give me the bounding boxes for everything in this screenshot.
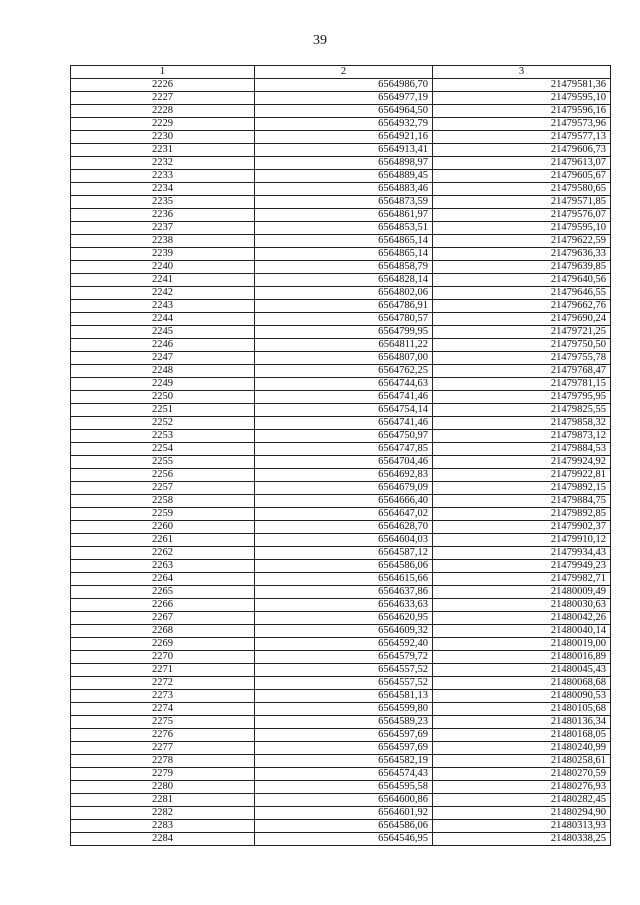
x-coordinate-cell: 6564557,52 [255, 664, 433, 677]
point-number-cell: 2245 [71, 326, 255, 339]
point-number-cell: 2254 [71, 443, 255, 456]
y-coordinate-cell: 21480313,93 [433, 820, 611, 833]
point-number-cell: 2250 [71, 391, 255, 404]
point-number-cell: 2234 [71, 183, 255, 196]
table-row [71, 92, 611, 105]
y-coordinate-cell: 21480276,93 [433, 781, 611, 794]
point-number-cell: 2241 [71, 274, 255, 287]
y-coordinate-cell: 21479595,10 [433, 222, 611, 235]
x-coordinate-cell: 6564802,06 [255, 287, 433, 300]
table-row [71, 625, 611, 638]
x-coordinate-cell: 6564780,57 [255, 313, 433, 326]
table-row [71, 248, 611, 261]
point-number-cell: 2249 [71, 378, 255, 391]
table-row [71, 612, 611, 625]
table-row [71, 664, 611, 677]
x-coordinate-cell: 6564883,46 [255, 183, 433, 196]
table-row [71, 339, 611, 352]
point-number-cell: 2229 [71, 118, 255, 131]
point-number-cell: 2232 [71, 157, 255, 170]
y-coordinate-cell: 21480282,45 [433, 794, 611, 807]
y-coordinate-cell: 21479949,23 [433, 560, 611, 573]
table-row [71, 833, 611, 846]
table-row [71, 508, 611, 521]
y-coordinate-cell: 21479605,67 [433, 170, 611, 183]
x-coordinate-cell: 6564604,03 [255, 534, 433, 547]
x-coordinate-cell: 6564609,32 [255, 625, 433, 638]
column-header-point-number: 1 [71, 66, 255, 79]
x-coordinate-cell: 6564898,97 [255, 157, 433, 170]
column-header-x-coordinate: 2 [255, 66, 433, 79]
table-row [71, 378, 611, 391]
table-row [71, 196, 611, 209]
table-row [71, 651, 611, 664]
y-coordinate-cell: 21480040,14 [433, 625, 611, 638]
point-number-cell: 2262 [71, 547, 255, 560]
y-coordinate-cell: 21479873,12 [433, 430, 611, 443]
table-row [71, 794, 611, 807]
table-row [71, 183, 611, 196]
y-coordinate-cell: 21480090,53 [433, 690, 611, 703]
y-coordinate-cell: 21479646,55 [433, 287, 611, 300]
x-coordinate-cell: 6564744,63 [255, 378, 433, 391]
point-number-cell: 2263 [71, 560, 255, 573]
x-coordinate-cell: 6564828,14 [255, 274, 433, 287]
y-coordinate-cell: 21479613,07 [433, 157, 611, 170]
table-row [71, 326, 611, 339]
table-row [71, 638, 611, 651]
point-number-cell: 2239 [71, 248, 255, 261]
point-number-cell: 2257 [71, 482, 255, 495]
point-number-cell: 2278 [71, 755, 255, 768]
column-header-y-coordinate: 3 [433, 66, 611, 79]
x-coordinate-cell: 6564932,79 [255, 118, 433, 131]
point-number-cell: 2233 [71, 170, 255, 183]
point-number-cell: 2248 [71, 365, 255, 378]
x-coordinate-cell: 6564861,97 [255, 209, 433, 222]
x-coordinate-cell: 6564921,16 [255, 131, 433, 144]
point-number-cell: 2251 [71, 404, 255, 417]
table-row [71, 807, 611, 820]
y-coordinate-cell: 21480270,59 [433, 768, 611, 781]
x-coordinate-cell: 6564586,06 [255, 560, 433, 573]
table-row [71, 768, 611, 781]
x-coordinate-cell: 6564692,83 [255, 469, 433, 482]
x-coordinate-cell: 6564811,22 [255, 339, 433, 352]
y-coordinate-cell: 21479795,95 [433, 391, 611, 404]
y-coordinate-cell: 21479639,85 [433, 261, 611, 274]
table-row [71, 781, 611, 794]
table-row [71, 131, 611, 144]
point-number-cell: 2256 [71, 469, 255, 482]
x-coordinate-cell: 6564589,23 [255, 716, 433, 729]
point-number-cell: 2264 [71, 573, 255, 586]
y-coordinate-cell: 21479858,32 [433, 417, 611, 430]
x-coordinate-cell: 6564586,06 [255, 820, 433, 833]
y-coordinate-cell: 21480294,90 [433, 807, 611, 820]
point-number-cell: 2280 [71, 781, 255, 794]
y-coordinate-cell: 21480068,68 [433, 677, 611, 690]
y-coordinate-cell: 21479750,50 [433, 339, 611, 352]
point-number-cell: 2279 [71, 768, 255, 781]
table-row [71, 170, 611, 183]
table-row [71, 105, 611, 118]
x-coordinate-cell: 6564865,14 [255, 248, 433, 261]
y-coordinate-cell: 21479892,85 [433, 508, 611, 521]
x-coordinate-cell: 6564599,80 [255, 703, 433, 716]
table-row [71, 430, 611, 443]
x-coordinate-cell: 6564597,69 [255, 729, 433, 742]
table-row [71, 300, 611, 313]
point-number-cell: 2246 [71, 339, 255, 352]
x-coordinate-cell: 6564786,91 [255, 300, 433, 313]
table-row [71, 716, 611, 729]
y-coordinate-cell: 21480019,00 [433, 638, 611, 651]
point-number-cell: 2236 [71, 209, 255, 222]
point-number-cell: 2275 [71, 716, 255, 729]
x-coordinate-cell: 6564853,51 [255, 222, 433, 235]
point-number-cell: 2231 [71, 144, 255, 157]
y-coordinate-cell: 21479982,71 [433, 573, 611, 586]
y-coordinate-cell: 21479910,12 [433, 534, 611, 547]
table-row [71, 547, 611, 560]
y-coordinate-cell: 21480016,89 [433, 651, 611, 664]
table-row [71, 534, 611, 547]
x-coordinate-cell: 6564704,46 [255, 456, 433, 469]
y-coordinate-cell: 21479768,47 [433, 365, 611, 378]
point-number-cell: 2242 [71, 287, 255, 300]
y-coordinate-cell: 21480338,25 [433, 833, 611, 846]
y-coordinate-cell: 21479662,76 [433, 300, 611, 313]
point-number-cell: 2265 [71, 586, 255, 599]
table-row [71, 690, 611, 703]
table-row [71, 404, 611, 417]
point-number-cell: 2235 [71, 196, 255, 209]
point-number-cell: 2284 [71, 833, 255, 846]
x-coordinate-cell: 6564666,40 [255, 495, 433, 508]
x-coordinate-cell: 6564762,25 [255, 365, 433, 378]
x-coordinate-cell: 6564754,14 [255, 404, 433, 417]
x-coordinate-cell: 6564574,43 [255, 768, 433, 781]
x-coordinate-cell: 6564597,69 [255, 742, 433, 755]
table-row [71, 209, 611, 222]
x-coordinate-cell: 6564977,19 [255, 92, 433, 105]
x-coordinate-cell: 6564799,95 [255, 326, 433, 339]
x-coordinate-cell: 6564865,14 [255, 235, 433, 248]
point-number-cell: 2268 [71, 625, 255, 638]
table-row [71, 573, 611, 586]
table-row [71, 469, 611, 482]
table-row [71, 274, 611, 287]
point-number-cell: 2276 [71, 729, 255, 742]
point-number-cell: 2259 [71, 508, 255, 521]
point-number-cell: 2244 [71, 313, 255, 326]
table-row [71, 235, 611, 248]
point-number-cell: 2238 [71, 235, 255, 248]
point-number-cell: 2273 [71, 690, 255, 703]
point-number-cell: 2247 [71, 352, 255, 365]
y-coordinate-cell: 21480030,63 [433, 599, 611, 612]
x-coordinate-cell: 6564873,59 [255, 196, 433, 209]
y-coordinate-cell: 21479721,25 [433, 326, 611, 339]
point-number-cell: 2282 [71, 807, 255, 820]
point-number-cell: 2274 [71, 703, 255, 716]
x-coordinate-cell: 6564741,46 [255, 391, 433, 404]
table-row [71, 157, 611, 170]
y-coordinate-cell: 21479934,43 [433, 547, 611, 560]
x-coordinate-cell: 6564600,86 [255, 794, 433, 807]
x-coordinate-cell: 6564595,58 [255, 781, 433, 794]
x-coordinate-cell: 6564601,92 [255, 807, 433, 820]
y-coordinate-cell: 21479606,73 [433, 144, 611, 157]
x-coordinate-cell: 6564633,63 [255, 599, 433, 612]
x-coordinate-cell: 6564620,95 [255, 612, 433, 625]
table-row [71, 586, 611, 599]
x-coordinate-cell: 6564964,50 [255, 105, 433, 118]
table-row [71, 352, 611, 365]
x-coordinate-cell: 6564986,70 [255, 79, 433, 92]
y-coordinate-cell: 21479577,13 [433, 131, 611, 144]
y-coordinate-cell: 21480168,05 [433, 729, 611, 742]
y-coordinate-cell: 21479892,15 [433, 482, 611, 495]
point-number-cell: 2228 [71, 105, 255, 118]
y-coordinate-cell: 21479884,53 [433, 443, 611, 456]
x-coordinate-cell: 6564587,12 [255, 547, 433, 560]
x-coordinate-cell: 6564592,40 [255, 638, 433, 651]
y-coordinate-cell: 21479884,75 [433, 495, 611, 508]
y-coordinate-cell: 21479595,10 [433, 92, 611, 105]
point-number-cell: 2277 [71, 742, 255, 755]
coordinates-table [70, 65, 611, 846]
point-number-cell: 2272 [71, 677, 255, 690]
table-row [71, 79, 611, 92]
x-coordinate-cell: 6564557,52 [255, 677, 433, 690]
y-coordinate-cell: 21480042,26 [433, 612, 611, 625]
table-header-row [71, 66, 611, 79]
x-coordinate-cell: 6564741,46 [255, 417, 433, 430]
y-coordinate-cell: 21480258,61 [433, 755, 611, 768]
page-number: 39 [313, 33, 327, 48]
y-coordinate-cell: 21479922,81 [433, 469, 611, 482]
y-coordinate-cell: 21479573,96 [433, 118, 611, 131]
table-row [71, 443, 611, 456]
table-row [71, 456, 611, 469]
point-number-cell: 2269 [71, 638, 255, 651]
x-coordinate-cell: 6564546,95 [255, 833, 433, 846]
table-row [71, 742, 611, 755]
y-coordinate-cell: 21479690,24 [433, 313, 611, 326]
x-coordinate-cell: 6564750,97 [255, 430, 433, 443]
point-number-cell: 2255 [71, 456, 255, 469]
point-number-cell: 2270 [71, 651, 255, 664]
y-coordinate-cell: 21479580,65 [433, 183, 611, 196]
x-coordinate-cell: 6564582,19 [255, 755, 433, 768]
point-number-cell: 2252 [71, 417, 255, 430]
x-coordinate-cell: 6564579,72 [255, 651, 433, 664]
point-number-cell: 2253 [71, 430, 255, 443]
table-row [71, 820, 611, 833]
table-row [71, 599, 611, 612]
point-number-cell: 2230 [71, 131, 255, 144]
x-coordinate-cell: 6564647,02 [255, 508, 433, 521]
point-number-cell: 2283 [71, 820, 255, 833]
y-coordinate-cell: 21479636,33 [433, 248, 611, 261]
table-row [71, 755, 611, 768]
table-row [71, 677, 611, 690]
table-row [71, 417, 611, 430]
y-coordinate-cell: 21479581,36 [433, 79, 611, 92]
table-row [71, 144, 611, 157]
x-coordinate-cell: 6564679,09 [255, 482, 433, 495]
table-row [71, 118, 611, 131]
y-coordinate-cell: 21480105,68 [433, 703, 611, 716]
y-coordinate-cell: 21480009,49 [433, 586, 611, 599]
y-coordinate-cell: 21479902,37 [433, 521, 611, 534]
x-coordinate-cell: 6564889,45 [255, 170, 433, 183]
y-coordinate-cell: 21480240,99 [433, 742, 611, 755]
table-row [71, 261, 611, 274]
y-coordinate-cell: 21480136,34 [433, 716, 611, 729]
table-row [71, 560, 611, 573]
x-coordinate-cell: 6564637,86 [255, 586, 433, 599]
x-coordinate-cell: 6564913,41 [255, 144, 433, 157]
point-number-cell: 2243 [71, 300, 255, 313]
x-coordinate-cell: 6564581,13 [255, 690, 433, 703]
point-number-cell: 2258 [71, 495, 255, 508]
point-number-cell: 2237 [71, 222, 255, 235]
point-number-cell: 2226 [71, 79, 255, 92]
table-row [71, 495, 611, 508]
point-number-cell: 2266 [71, 599, 255, 612]
y-coordinate-cell: 21480045,43 [433, 664, 611, 677]
table-row [71, 365, 611, 378]
point-number-cell: 2281 [71, 794, 255, 807]
y-coordinate-cell: 21479640,56 [433, 274, 611, 287]
x-coordinate-cell: 6564747,85 [255, 443, 433, 456]
y-coordinate-cell: 21479576,07 [433, 209, 611, 222]
point-number-cell: 2267 [71, 612, 255, 625]
x-coordinate-cell: 6564858,79 [255, 261, 433, 274]
point-number-cell: 2261 [71, 534, 255, 547]
y-coordinate-cell: 21479825,55 [433, 404, 611, 417]
point-number-cell: 2227 [71, 92, 255, 105]
y-coordinate-cell: 21479781,15 [433, 378, 611, 391]
table-row [71, 222, 611, 235]
y-coordinate-cell: 21479924,92 [433, 456, 611, 469]
point-number-cell: 2271 [71, 664, 255, 677]
x-coordinate-cell: 6564807,00 [255, 352, 433, 365]
table-row [71, 703, 611, 716]
point-number-cell: 2260 [71, 521, 255, 534]
y-coordinate-cell: 21479755,78 [433, 352, 611, 365]
y-coordinate-cell: 21479622,59 [433, 235, 611, 248]
y-coordinate-cell: 21479596,16 [433, 105, 611, 118]
table-row [71, 313, 611, 326]
table-row [71, 391, 611, 404]
x-coordinate-cell: 6564628,70 [255, 521, 433, 534]
table-body [71, 79, 611, 846]
table-row [71, 287, 611, 300]
table-row [71, 729, 611, 742]
table-row [71, 521, 611, 534]
point-number-cell: 2240 [71, 261, 255, 274]
x-coordinate-cell: 6564615,66 [255, 573, 433, 586]
y-coordinate-cell: 21479571,85 [433, 196, 611, 209]
table-row [71, 482, 611, 495]
